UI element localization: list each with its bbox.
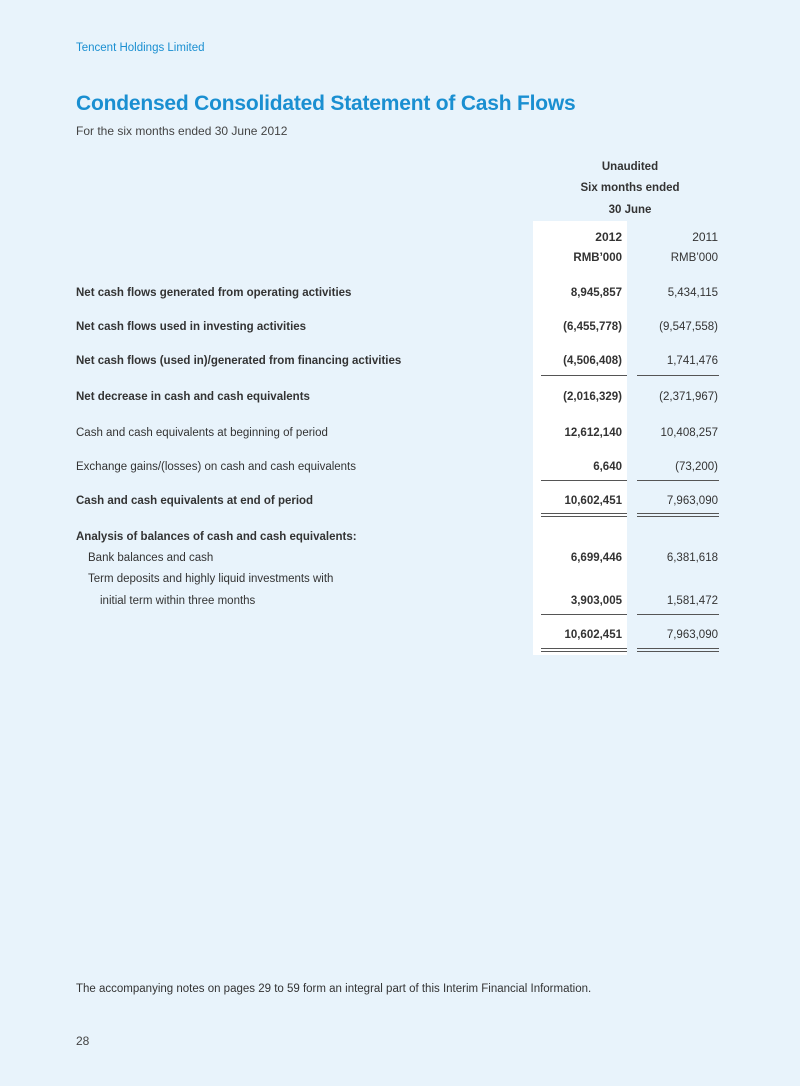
total-rule-2011 (637, 648, 719, 649)
row-label: Net decrease in cash and cash equivalents (76, 391, 310, 403)
page-subtitle: For the six months ended 30 June 2012 (76, 124, 288, 138)
value-2012: 10,602,451 (564, 629, 622, 641)
subtotal-rule-2011 (637, 480, 719, 481)
total-rule-2011-second (637, 516, 719, 517)
table-row (0, 391, 800, 409)
row-label: Cash and cash equivalents at beginning of period (76, 427, 328, 439)
row-label: Net cash flows used in investing activities (76, 321, 307, 333)
total-rule-2011-second (637, 651, 719, 652)
column-group-period: Six months ended (580, 182, 680, 194)
subtotal-rule-2011 (637, 614, 719, 615)
column-group-date: 30 June (608, 204, 652, 216)
table-row (0, 287, 800, 305)
table-row (0, 595, 800, 613)
subtotal-rule-2012 (541, 480, 627, 481)
value-2011: 5,434,115 (667, 287, 718, 299)
value-2011: 10,408,257 (660, 427, 718, 439)
page-number: 28 (76, 1034, 90, 1048)
row-label: Term deposits and highly liquid investments with (88, 573, 334, 585)
value-2012: 12,612,140 (564, 427, 622, 439)
value-2011: 1,741,476 (666, 355, 718, 367)
value-2011: 7,963,090 (666, 629, 718, 641)
company-name: Tencent Holdings Limited (76, 42, 205, 54)
table-row (0, 427, 800, 445)
table-row (0, 461, 800, 479)
table-row (0, 552, 800, 570)
column-group-label: Unaudited (601, 161, 659, 173)
total-rule-2012 (541, 513, 627, 514)
value-2012: 3,903,005 (570, 595, 622, 607)
value-2011: (2,371,967) (659, 391, 718, 403)
column-year-prior: 2011 (692, 230, 718, 244)
subtotal-rule-2012 (541, 375, 627, 376)
value-2011: 7,963,090 (666, 495, 718, 507)
value-2012: 6,699,446 (570, 552, 622, 564)
value-2011: (73,200) (675, 461, 718, 473)
column-unit-current: RMB’000 (573, 252, 622, 264)
table-row (0, 321, 800, 339)
column-unit-prior: RMB’000 (670, 252, 718, 264)
total-rule-2012 (541, 648, 627, 649)
value-2012: 8,945,857 (570, 287, 622, 299)
table-row (0, 495, 800, 513)
total-rule-2011 (637, 513, 719, 514)
page-title: Condensed Consolidated Statement of Cash Flows (76, 92, 576, 115)
table-row (0, 355, 800, 373)
row-label: Bank balances and cash (88, 552, 214, 564)
total-rule-2012-second (541, 651, 627, 652)
value-2011: 6,381,618 (666, 552, 718, 564)
table-row (0, 573, 800, 591)
value-2012: (4,506,408) (563, 355, 622, 367)
table-row (0, 531, 800, 549)
row-label: Cash and cash equivalents at end of period (76, 495, 314, 507)
value-2012: 6,640 (593, 461, 622, 473)
value-2011: 1,581,472 (666, 595, 718, 607)
total-rule-2012-second (541, 516, 627, 517)
value-2012: 10,602,451 (564, 495, 622, 507)
subtotal-rule-2012 (541, 614, 627, 615)
column-year-current: 2012 (595, 230, 622, 244)
row-label: Exchange gains/(losses) on cash and cash equivalents (76, 461, 357, 473)
value-2012: (2,016,329) (563, 391, 622, 403)
row-label: Net cash flows (used in)/generated from financing activities (76, 355, 402, 367)
row-label: Net cash flows generated from operating activities (76, 287, 352, 299)
row-label: initial term within three months (100, 595, 256, 607)
footer-note: The accompanying notes on pages 29 to 59 form an integral part of this Interim Financial Information. (76, 983, 592, 995)
subtotal-rule-2011 (637, 375, 719, 376)
value-2011: (9,547,558) (659, 321, 718, 333)
row-label: Analysis of balances of cash and cash equivalents: (76, 531, 357, 543)
table-row (0, 629, 800, 647)
value-2012: (6,455,778) (563, 321, 622, 333)
